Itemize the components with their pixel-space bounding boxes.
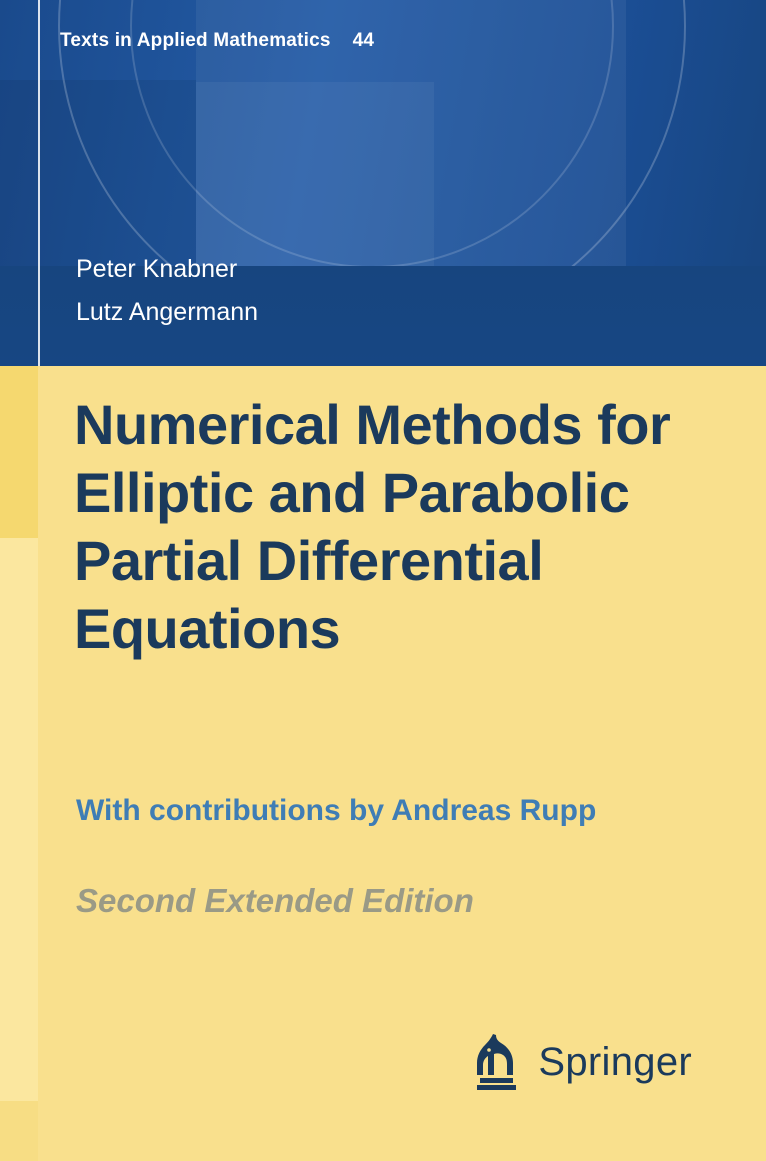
cover-header-band bbox=[0, 0, 766, 366]
left-edge-strip-lower bbox=[0, 538, 38, 1161]
springer-wordmark: Springer bbox=[538, 1039, 692, 1084]
series-line bbox=[60, 30, 374, 52]
author-list bbox=[76, 248, 258, 334]
edition-statement: Second Extended Edition bbox=[76, 882, 474, 919]
springer-knight-icon bbox=[472, 1031, 524, 1093]
author-1: Peter Knabner bbox=[76, 255, 238, 283]
author-2: Lutz Angermann bbox=[76, 298, 259, 326]
series-volume: 44 bbox=[352, 30, 375, 51]
band-vertical-rule bbox=[38, 0, 40, 366]
left-edge-strip-bottom bbox=[0, 1101, 38, 1161]
book-title: Numerical Methods for Elliptic and Parabolic Partial Differential Equations bbox=[74, 393, 671, 660]
publisher-logo bbox=[472, 1031, 692, 1093]
contributions-note: With contributions by Andreas Rupp bbox=[76, 794, 597, 827]
cover-body bbox=[0, 366, 766, 1161]
series-name: Texts in Applied Mathematics bbox=[60, 30, 331, 51]
